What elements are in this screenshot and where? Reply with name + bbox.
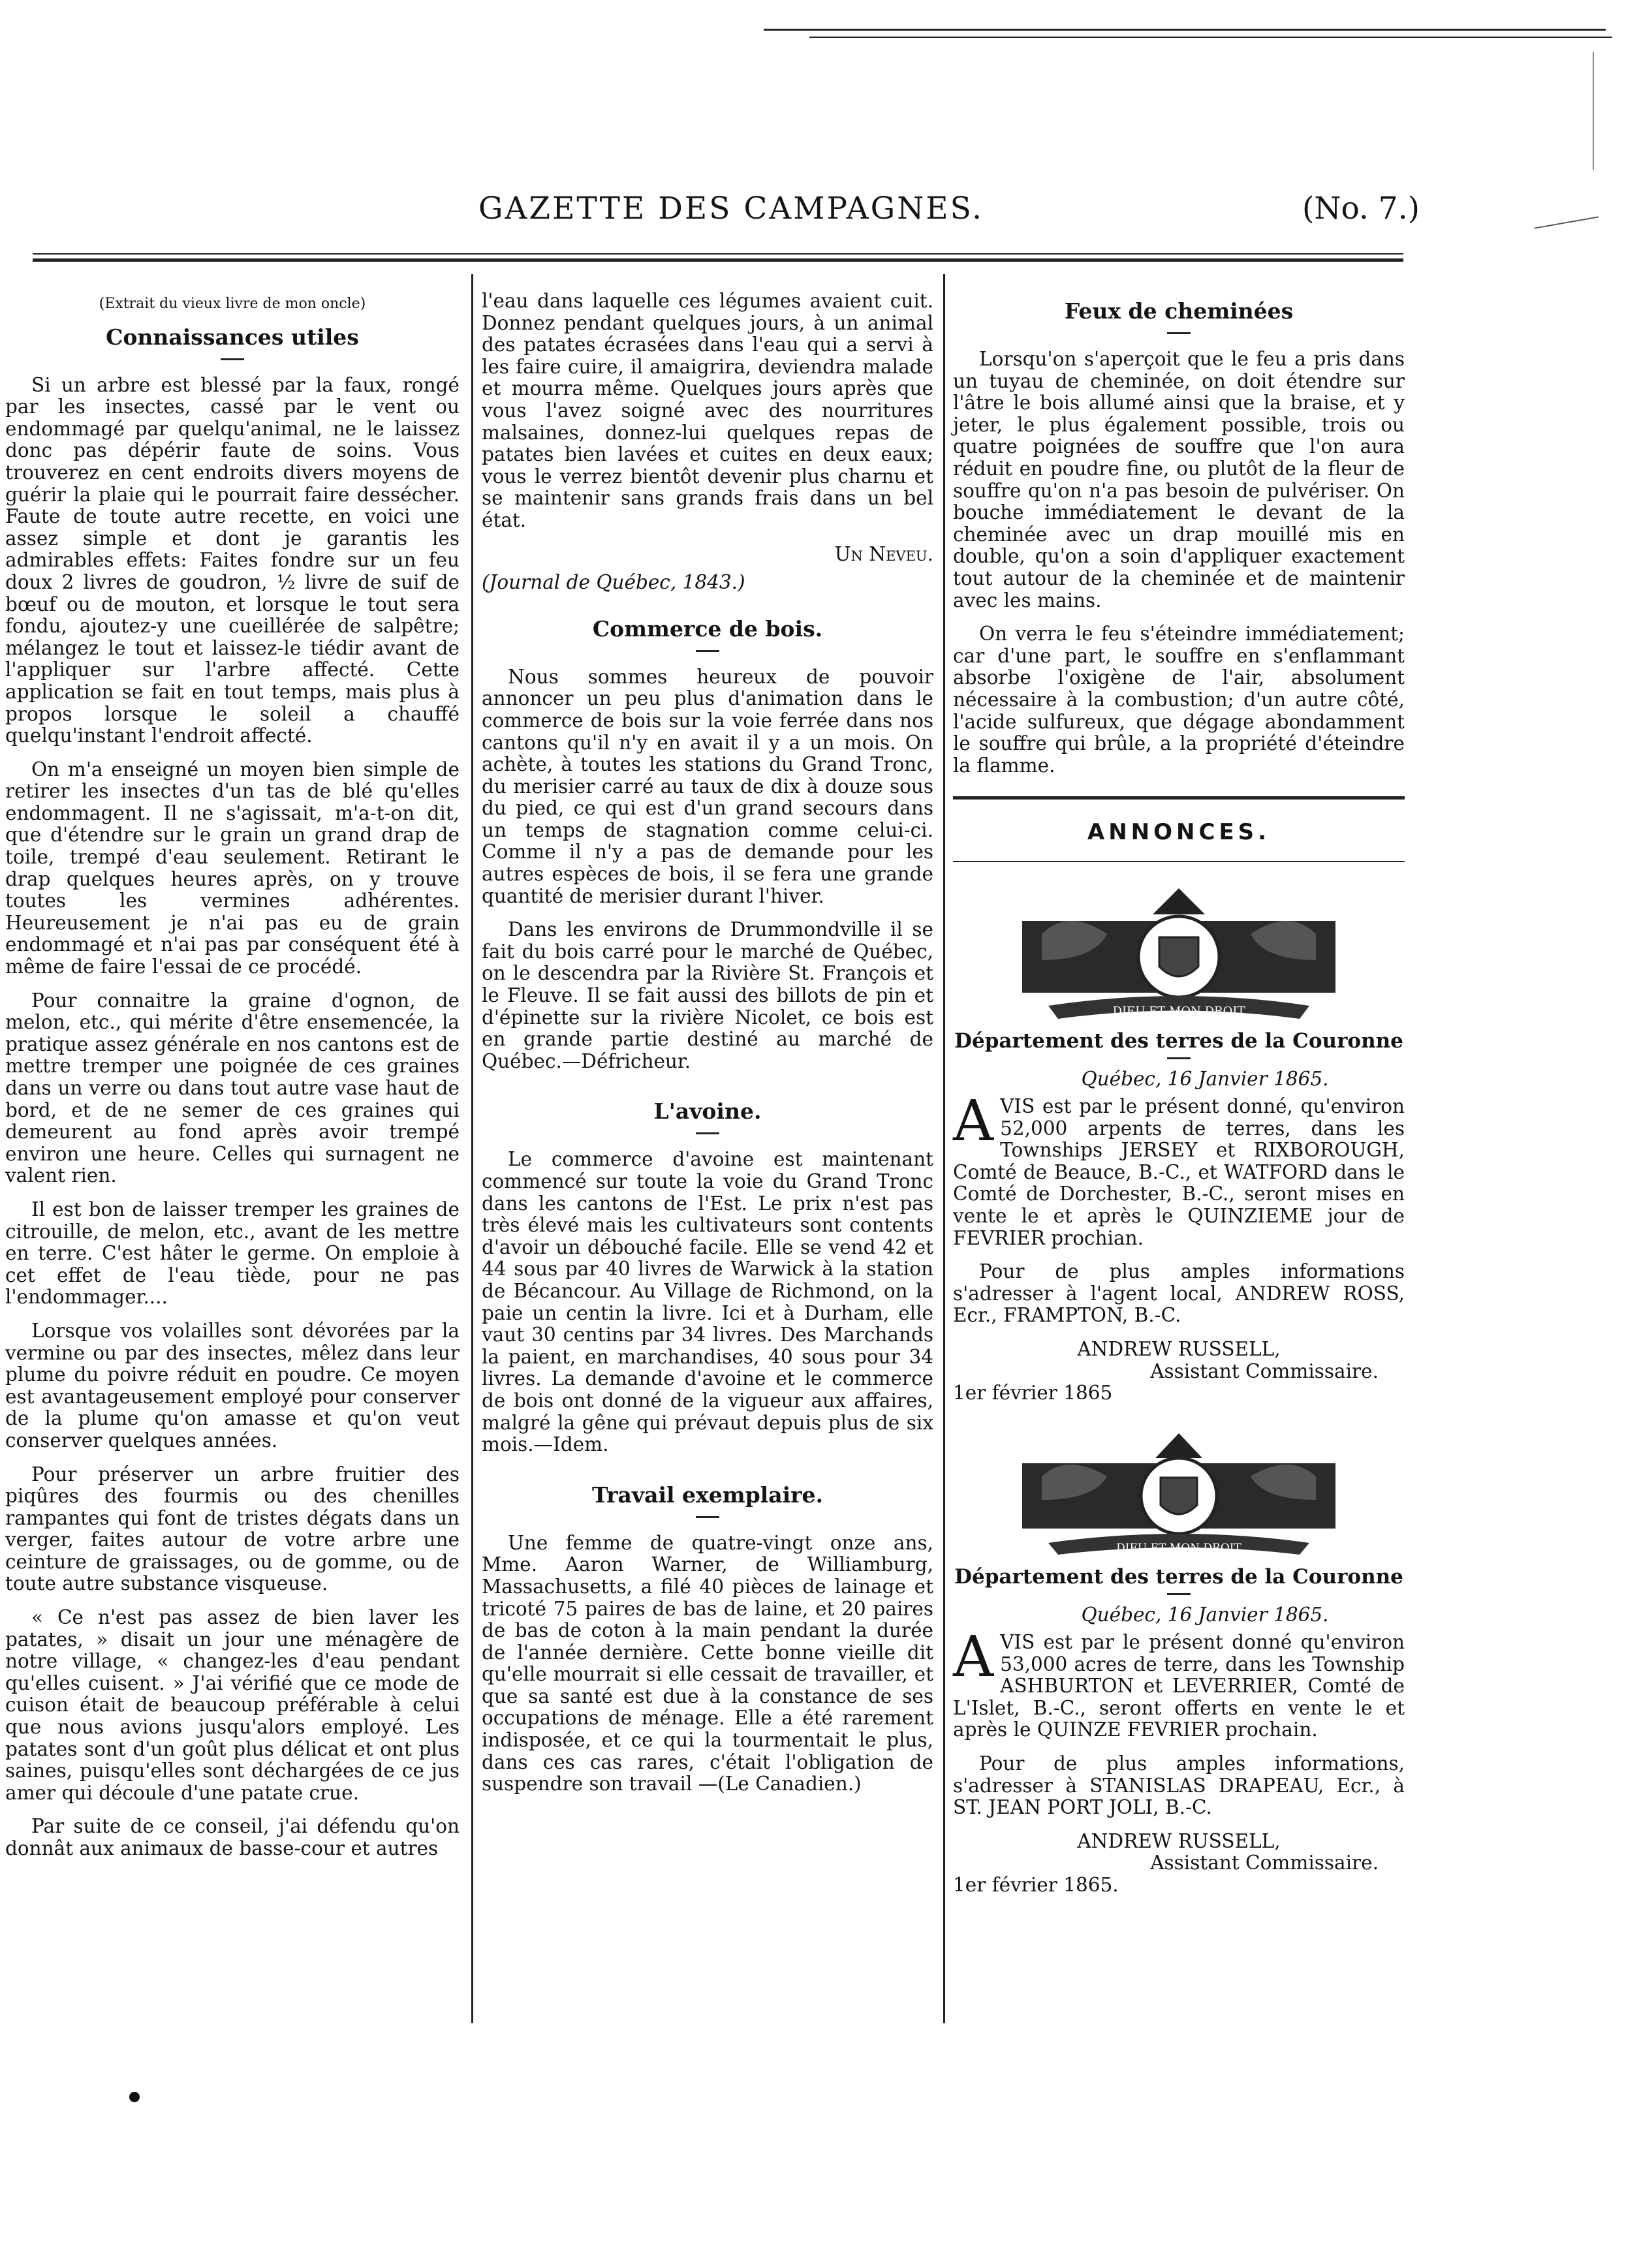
notice-body <box>953 1089 1405 1249</box>
article-heading: Commerce de bois. <box>592 615 823 642</box>
notice-body <box>953 1624 1405 1741</box>
royal-crest-icon <box>1009 1424 1349 1561</box>
scan-dash <box>1535 216 1599 228</box>
notice-date: Québec, 16 Janvier 1865. <box>1081 1604 1329 1626</box>
notice-text: VIS est par le présent donné qu'environ 53,000 acres de terre, dans les Township ASHBURTON et LEVERRIER, Comté de L'Islet, B.-C., seront offerts en vente le et après le QUINZE FEVRIER prochain. <box>953 1630 1405 1741</box>
column-2 <box>482 290 933 1807</box>
scan-dot <box>129 2092 140 2102</box>
masthead-rule-thick <box>33 258 1403 262</box>
article-paragraph: Il est bon de laisser tremper les graines de citrouille, de melon, etc., avant de les mettre en terre. C'est hâter le germe. On emploie à cet effet de l'eau tiède, pour ne pas l'endommager.... <box>5 1198 460 1309</box>
article-heading: Feux de cheminées <box>1064 298 1294 324</box>
article-paragraph: Pour connaitre la graine d'ognon, de melon, etc., qui mérite d'être ensemencée, la pratique assez générale en nos cantons est de mettre tremper une poignée de ces graines dans un verre ou dans tout autre vase haut de bord, et de ne semer de ces graines qui demeurent au fond après avoir trempé environ une heure. Celles qui surnagent ne valent rien. <box>5 989 460 1187</box>
annonces-title: ANNONCES. <box>1087 819 1271 846</box>
notice-dropcap: A <box>953 1624 994 1690</box>
article-paragraph: Le commerce d'avoine est maintenant commencé sur toute la voie du Grand Tronc dans les cantons de l'Est. Le prix n'est pas très élevé mais les cultivateurs sont contents d'avoir un débouché facile. Elle se vend 42 et 44 sous par 40 livres de Warwick à la station de Bécancour. Au Village de Richmond, on la paie un centin la livre. Ici et à Durham, elle vaut 30 centins par 34 livres. Des Marchands la paient, en marchandises, 40 sous pour 34 livres. La demande d'avoine et le commerce de bois ont donné de la vigueur aux affaires, malgré la gêne qui prévaut depuis plus de six mois.—Idem. <box>482 1148 933 1456</box>
article-paragraph: On m'a enseigné un moyen bien simple de retirer les insectes d'un tas de blé qu'elles endommagent. Il ne s'agissait, m'a-t-on dit, que d'étendre sur le grain un grand drap de toile, trempé d'eau seulement. Retirant le drap quelques heures après, on y trouve toutes les vermines adhérentes. Heureusement je n'ai pas eu de grain endommagé et n'ai pas par conséquent été à même de faire l'essai de ce procédé. <box>5 758 460 978</box>
crest-motto: DIEU ET MON DROIT <box>1112 1004 1245 1018</box>
article-paragraph: Si un arbre est blessé par la faux, rongé par les insectes, cassé par le vent ou endommagé par quelqu'animal, ne le laissez donc pas dépérir faute de soins. Vous trouverez en cent endroits divers moyens de guérir la plaie qui le pourrait faire dessécher. Faute de toute autre recette, en voici une assez simple et dont je garantis les admirables effets: Faites fondre sur un feu doux 2 livres de goudron, ½ livre de suif de bœuf ou de mouton, et lorsque le tout sera fondu, ajoutez-y une cueillérée de salpêtre; mélangez le tout et laissez-le tiédir avant de l'appliquer sur l'arbre affecté. Cette application se fait en tout temps, mais plus à propos lorsque le soleil a chauffé quelqu'instant l'endroit affecté. <box>5 373 460 747</box>
issue-number: (No. 7.) <box>1302 191 1420 226</box>
article-continuation: l'eau dans laquelle ces légumes avaient cuit. Donnez pendant quelques jours, à un animal des patates écrasées dans l'eau qui a servi à les faire cuire, il amaigrira, deviendra malade et mourra même. Quelques jours après que vous l'avez soigné avec des nourritures malsaines, donnez-lui quelques repas de patates bien lavées et cuites en deux eaux; vous le verrez bientôt devenir plus charnu et se maintenir sans grands frais dans un bel état. <box>482 290 933 531</box>
column-3 <box>953 290 1405 1916</box>
notice-signed-date: 1er février 1865. <box>953 1873 1119 1896</box>
article-paragraph: « Ce n'est pas assez de bien laver les patates, » disait un jour une ménagère de notre village, « changez-les d'eau pendant qu'elles cuisent. » J'ai vérifié que ce mode de cuison était de beaucoup préférable à celui que nous avions jusqu'alors employé. Les patates sont d'un goût plus délicat et ont plus saines, puisqu'elles sont déchargées de ce jus amer qui découle d'une patate crue. <box>5 1606 460 1804</box>
column-divider-1 <box>471 274 473 2023</box>
article-paragraph: Pour préserver un arbre fruitier des piqûres des fourmis ou des chenilles rampantes qui font de tristes dégats dans un verger, faites autour de votre arbre une ceinture de graissages, ou de gomme, ou de toute autre substance visqueuse. <box>5 1463 460 1595</box>
notice-signer-title: Assistant Commissaire. <box>1150 1359 1379 1382</box>
heading-dash <box>696 1516 719 1518</box>
section-rule <box>953 796 1405 800</box>
heading-dash <box>1167 332 1191 334</box>
notice-more-info: Pour de plus amples informations s'adresser à l'agent local, ANDREW ROSS, Ecr., FRAMPTON, B.-C. <box>953 1260 1405 1327</box>
masthead-rule-thin <box>33 253 1403 255</box>
notice-date: Québec, 16 Janvier 1865. <box>1081 1068 1329 1091</box>
heading-dash <box>1167 1593 1191 1595</box>
column-divider-2 <box>943 274 945 2023</box>
article-heading: Travail exemplaire. <box>591 1482 824 1508</box>
heading-dash <box>696 1132 719 1134</box>
heading-dash <box>696 650 719 652</box>
top-border-line <box>764 29 1606 31</box>
article-paragraph: Lorsque vos volailles sont dévorées par la vermine ou par des insectes, mêlez dans leur plume du poivre réduit en poudre. Ce moyen est avantageusement employé pour conserver de la plume qu'on amasse et qu'on veut conserver quelques années. <box>5 1319 460 1452</box>
notice-signer: ANDREW RUSSELL, <box>1077 1338 1281 1360</box>
article-heading: L'avoine. <box>653 1098 762 1125</box>
article-paragraph: Par suite de ce conseil, j'ai défendu qu'on donnât aux animaux de basse-cour et autres <box>5 1815 460 1859</box>
article-heading: Connaissances utiles <box>106 324 359 350</box>
heading-dash <box>1167 1057 1191 1059</box>
notice-more-info: Pour de plus amples informations, s'adresser à STANISLAS DRAPEAU, Ecr., à ST. JEAN PORT JOLI, B.-C. <box>953 1752 1405 1819</box>
notice-department: Département des terres de la Couronne <box>954 1029 1403 1053</box>
column-1 <box>5 290 460 1872</box>
scan-dash <box>1593 52 1594 170</box>
article-paragraph: Une femme de quatre-vingt onze ans, Mme. Aaron Warner, de Williamburg, Massachusetts, a filé 40 pièces de lainage et tricoté 75 paires de bas de laine, et 20 paires de bas de coton à la main pendant la durée de l'année dernière. Cette bonne vieille dit qu'elle mourrait si elle cessait de travailler, et que sa santé est due à la constance de ses occupations de ménage. Elle a été rarement indisposée, et ce qui la tourmentait le plus, dans ces cas rares, c'était l'obligation de suspendre son travail —(Le Canadien.) <box>482 1531 933 1795</box>
article-signature: Un Neveu. <box>834 542 933 565</box>
notice-signed-date: 1er février 1865 <box>953 1382 1113 1405</box>
masthead-title: GAZETTE DES CAMPAGNES. <box>478 191 984 226</box>
section-rule <box>953 861 1405 862</box>
article-paragraph: On verra le feu s'éteindre immédiatement; car d'une part, le souffre en s'enflammant absorbe l'oxigène de l'air, absolument nécessaire à la combustion; d'un autre côté, l'acide sulfureux, que dégage abondamment le souffre qui brûle, a la propriété d'éteindre la flamme. <box>953 623 1405 777</box>
notice-dropcap: A <box>953 1089 994 1155</box>
article-paragraph: Nous sommes heureux de pouvoir annoncer un peu plus d'animation dans le commerce de bois sur la voie ferrée dans nos cantons qu'il n'y en avait il y a un mois. On achète, à toutes les stations du Grand Tronc, du merisier carré au taux de dix à douze sous du pied, ce qui est d'un grand secours dans un temps de stagnation comme celui-ci. Comme il n'y a pas de demande pour les autres espèces de bois, il se fera une grande quantité de merisier durant l'hiver. <box>482 665 933 907</box>
heading-dash <box>221 358 244 360</box>
notice-text: VIS est par le présent donné, qu'environ 52,000 arpents de terres, dans les Townships JERSEY et RIXBOROUGH, Comté de Beauce, B.-C., et WATFORD dans le Comté de Dorchester, B.-C., seront mises en vente le et après le QUINZIEME jour de FEVRIER prochian. <box>953 1095 1405 1249</box>
article-paragraph: Dans les environs de Drummondville il se fait du bois carré pour le marché de Québec, on le descendra par la Rivière St. François et le Fleuve. Il se fait aussi des billots de pin et d'épinette sur la rivière Nicolet, ce bois est en grande partie destiné au marché de Québec.—Défricheur. <box>482 918 933 1072</box>
crest-motto: DIEU ET MON DROIT <box>1116 1541 1241 1555</box>
notice-department: Département des terres de la Couronne <box>954 1564 1403 1589</box>
notice-signer: ANDREW RUSSELL, <box>1077 1829 1281 1852</box>
article-paragraph: Lorsqu'on s'aperçoit que le feu a pris dans un tuyau de cheminée, on doit étendre sur l'âtre le bois allumé ainsi que la braise, et y jeter, le plus également possible, trois ou quatre poignées de souffre que l'on aura réduit en poudre fine, ou plutôt de la fleur de souffre qu'on n'a pas besoin de pulvériser. On bouche immédiatement le devant de la cheminée avec un drap mouillé mis en double, qu'on a soin d'appliquer exactement tout autour de la cheminée et de maintenir avec les mains. <box>953 348 1405 612</box>
notice-signer-title: Assistant Commissaire. <box>1150 1852 1379 1874</box>
article-source: (Journal de Québec, 1843.) <box>482 571 745 594</box>
top-border-line-2 <box>809 37 1612 38</box>
royal-crest-icon <box>1009 875 1349 1025</box>
source-note: (Extrait du vieux livre de mon oncle) <box>99 296 366 312</box>
